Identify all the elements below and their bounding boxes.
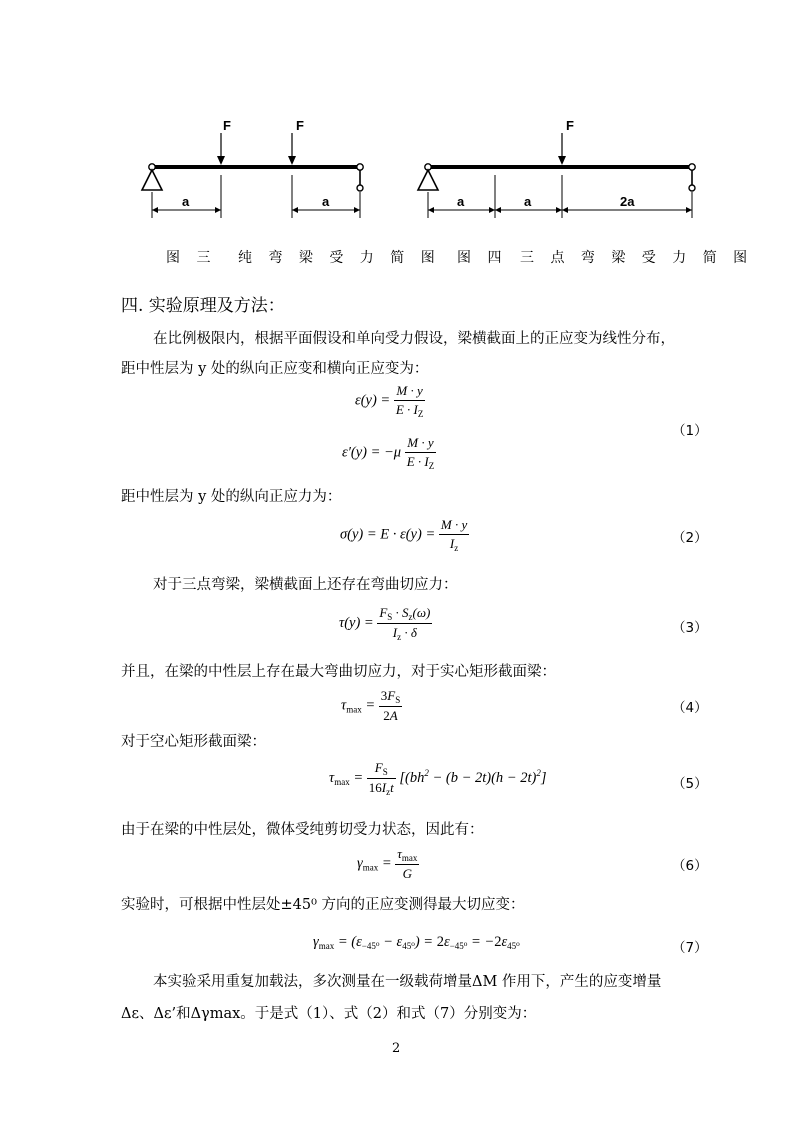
equation-5-max-shear-hollow: $\tau_{max}$ = $\frac{F_S}{16I_zt}$ [$(bh^2 - (b - 2t)(h - 2t)^2]$ [329,760,547,797]
equation-number-1: （1） [672,423,708,439]
paragraph-2: 距中性层为 y 处的纵向正应力为： [121,489,342,505]
page-number: 2 [392,1041,401,1056]
equation-number-6: （6） [672,858,708,874]
equation-1-transverse-strain: ε′(y) = −μ $\frac{M \cdot y}{E \cdot I_Z}$ [342,435,435,471]
equation-number-5: （5） [672,776,708,792]
equation-1-strain: ε(y) = $\frac{M \cdot y}{E \cdot I_Z}$ [355,383,424,419]
equation-number-7: （7） [672,940,708,956]
paragraph-1-line-2: 距中性层为 y 处的纵向正应变和横向正应变为： [121,361,429,377]
equation-number-3: （3） [672,620,708,636]
equation-3-shear-stress: τ(y) = $\frac{F_S \cdot S_z(\omega)}{I_z \cdot \delta}$ [339,605,431,642]
dim-label-right-1: a [457,194,465,209]
pure-bending-beam-diagram [142,133,363,218]
load-label-left-1: F [223,118,231,133]
paragraph-6: 由于在梁的中性层处，微体受纯剪切受力状态，因此有： [121,822,484,838]
paragraph-7: 实验时，可根据中性层处±45⁰ 方向的正应变测得最大切应变： [121,897,525,913]
figure-4-number: 图 四 [457,250,508,266]
dim-label-right-3: 2a [620,194,635,209]
paragraph-8-line-1: 本实验采用重复加载法，多次测量在一级载荷增量ΔM 作用下，产生的应变增量 [153,974,662,990]
paragraph-5: 对于空心矩形截面梁： [121,734,266,750]
beam-figures [0,0,794,230]
section-heading: 四. 实验原理及方法： [121,296,285,316]
dim-label-right-2: a [524,194,532,209]
load-label-left-2: F [296,118,304,133]
equation-7-measured-shear-strain: $\gamma_{max} = (\varepsilon_{-45^0} - \varepsilon_{45^0}) = 2\varepsilon_{-45^0} = -2\varepsilon_{45^0}$ [313,934,520,951]
equation-number-2: （2） [672,530,708,546]
equation-2-stress: σ(y) = E · ε(y) = $\frac{M \cdot y}{I_z}$ [340,517,468,553]
figure-3-number: 图 三 [166,250,217,266]
dim-label-left-2: a [322,194,330,209]
paragraph-4: 并且，在梁的中性层上存在最大弯曲切应力，对于实心矩形截面梁： [121,664,556,680]
paragraph-3: 对于三点弯梁，梁横截面上还存在弯曲切应力： [153,577,458,593]
equation-4-max-shear-solid: $\tau_{max}$ = $\frac{3F_S}{2A}$ [341,688,401,723]
equation-6-max-shear-strain: $\gamma_{max}$ = $\frac{\tau_{max}}{G}$ [357,846,418,881]
dim-label-left-1: a [182,194,190,209]
equation-number-4: （4） [672,700,708,716]
figure-3-caption: 纯 弯 梁 受 力 简 图 [238,250,441,266]
paragraph-1-line-1: 在比例极限内，根据平面假设和单向受力假设，梁横截面上的正应变为线性分布， [153,331,675,347]
paragraph-8-line-2: Δε、Δε’和Δγmax。于是式（1）、式（2）和式（7）分别变为： [121,1006,537,1022]
load-label-right: F [566,118,574,133]
figure-4-caption: 三 点 弯 梁 受 力 简 图 [520,250,754,266]
